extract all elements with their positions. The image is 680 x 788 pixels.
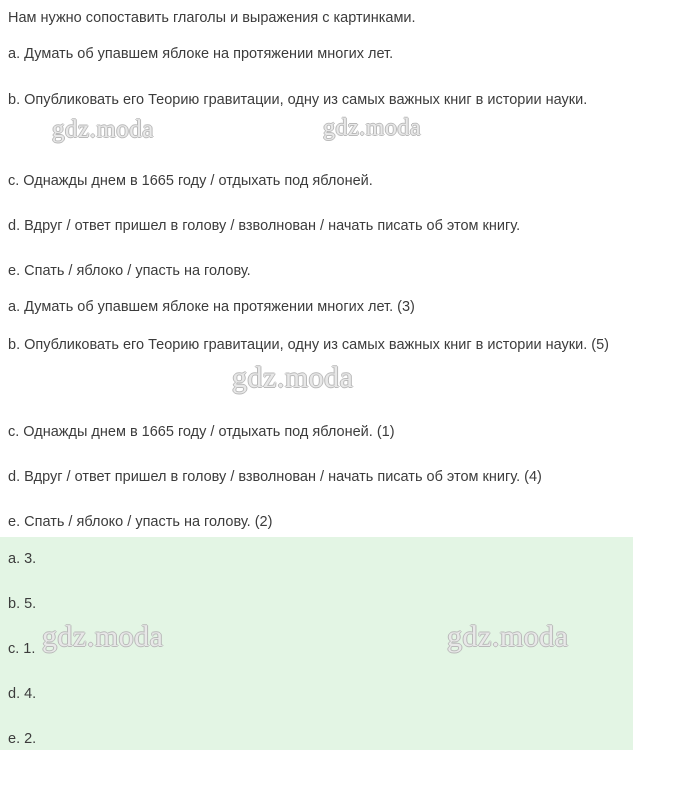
task-item-b: b. Опубликовать его Теорию гравитации, одну из самых важных книг в истории науки.: [8, 92, 588, 108]
intro-paragraph: Нам нужно сопоставить глаголы и выражения с картинками.: [8, 10, 416, 26]
task-item-e: e. Спать / яблоко / упасть на голову.: [8, 263, 251, 279]
task-item-a: a. Думать об упавшем яблоке на протяжении многих лет.: [8, 46, 394, 62]
watermark-5: gdz.moda: [447, 620, 569, 653]
answer-item-e: e. Спать / яблоко / упасть на голову. (2): [8, 514, 273, 530]
answer-key-c: c. 1.: [8, 641, 36, 657]
watermark-2: gdz.moda: [323, 115, 421, 141]
answer-key-e: e. 2.: [8, 731, 37, 747]
watermark-1: gdz.moda: [52, 116, 154, 143]
answer-key-block: [0, 537, 633, 750]
watermark-4: gdz.moda: [42, 620, 164, 653]
answer-key-b: b. 5.: [8, 596, 37, 612]
task-item-c: c. Однажды днем в 1665 году / отдыхать под яблоней.: [8, 173, 373, 189]
answer-item-c: c. Однажды днем в 1665 году / отдыхать под яблоней. (1): [8, 424, 395, 440]
answer-item-d: d. Вдруг / ответ пришел в голову / взволнован / начать писать об этом книгу. (4): [8, 469, 542, 485]
answer-key-d: d. 4.: [8, 686, 37, 702]
watermark-3: gdz.moda: [232, 361, 354, 394]
task-item-d: d. Вдруг / ответ пришел в голову / взволнован / начать писать об этом книгу.: [8, 218, 521, 234]
answer-item-a: a. Думать об упавшем яблоке на протяжении многих лет. (3): [8, 299, 415, 315]
answer-key-a: a. 3.: [8, 551, 37, 567]
answer-item-b: b. Опубликовать его Теорию гравитации, одну из самых важных книг в истории науки. (5): [8, 337, 609, 353]
